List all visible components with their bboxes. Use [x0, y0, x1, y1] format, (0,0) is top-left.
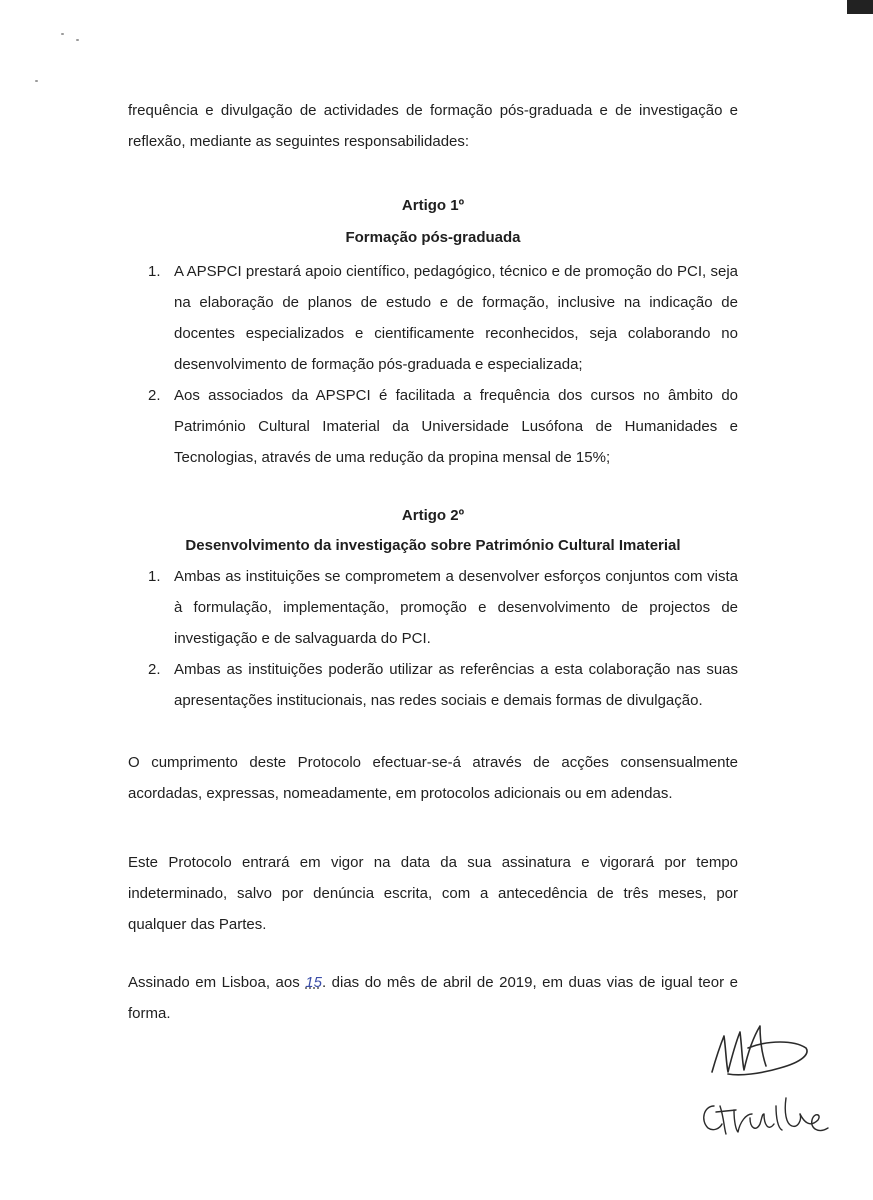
list-item — [148, 654, 738, 716]
article-1-subtitle: Formação pós-graduada — [345, 229, 521, 246]
execution-paragraph: O cumprimento deste Protocolo efectuar-se-á através de acções consensualmente acordadas, expressas, nomeadamente, em protocolos adicionais ou em adendas. — [128, 754, 738, 802]
scan-speck — [35, 80, 38, 82]
signed-prefix: Assinado em Lisboa, aos — [128, 974, 306, 991]
intro-paragraph: frequência e divulgação de actividades de formação pós-graduada e de investigação e reflexão, mediante as seguintes responsabilidades: — [128, 102, 738, 150]
article-2-title: Artigo 2º — [401, 507, 465, 524]
list-item — [148, 256, 738, 380]
scan-corner-mark — [847, 0, 873, 14]
list-item — [148, 380, 738, 473]
list-item-text: Ambas as instituições se comprometem a desenvolver esforços conjuntos com vista à formulação, implementação, promoção e desenvolvimento de projectos de investigação e de salvaguarda do PCI. — [174, 568, 738, 647]
article-1-title: Artigo 1º — [401, 197, 465, 214]
article-2-subtitle: Desenvolvimento da investigação sobre Património Cultural Imaterial — [185, 537, 681, 554]
scan-speck — [61, 33, 64, 35]
signed-suffix: . dias do mês de abril de 2019, em duas vias de igual teor e forma. — [128, 974, 738, 1022]
scan-speck — [76, 39, 79, 41]
list-item — [148, 561, 738, 654]
list-item-number: 2. — [148, 387, 161, 404]
signed-paragraph — [128, 967, 738, 1029]
handwritten-day: 15 — [305, 974, 322, 991]
article-1-list — [148, 256, 738, 473]
list-item-text: Aos associados da APSPCI é facilitada a frequência dos cursos no âmbito do Património Cultural Imaterial da Universidade Lusófona de Humanidades e Tecnologias, através de uma redução da propina mensal de 15%; — [174, 387, 738, 466]
list-item-text: A APSPCI prestará apoio científico, pedagógico, técnico e de promoção do PCI, seja na elaboração de planos de estudo e de formação, inclusive na indicação de docentes especializados e cientificamente reconhecidos, seja colaborando no desenvolvimento de formação pós-graduada e especializada; — [174, 263, 738, 373]
list-item-text: Ambas as instituições poderão utilizar as referências a esta colaboração nas suas apresentações institucionais, nas redes sociais e demais formas de divulgação. — [174, 661, 738, 709]
article-2-list — [148, 561, 738, 716]
list-item-number: 1. — [148, 263, 161, 280]
signature-2 — [704, 1098, 828, 1134]
list-item-number: 2. — [148, 661, 161, 678]
signature-1 — [712, 1026, 807, 1075]
signatures — [690, 1010, 850, 1160]
validity-paragraph: Este Protocolo entrará em vigor na data da sua assinatura e vigorará por tempo indeterminado, salvo por denúncia escrita, com a antecedência de três meses, por qualquer das Partes. — [128, 854, 738, 933]
list-item-number: 1. — [148, 568, 161, 585]
